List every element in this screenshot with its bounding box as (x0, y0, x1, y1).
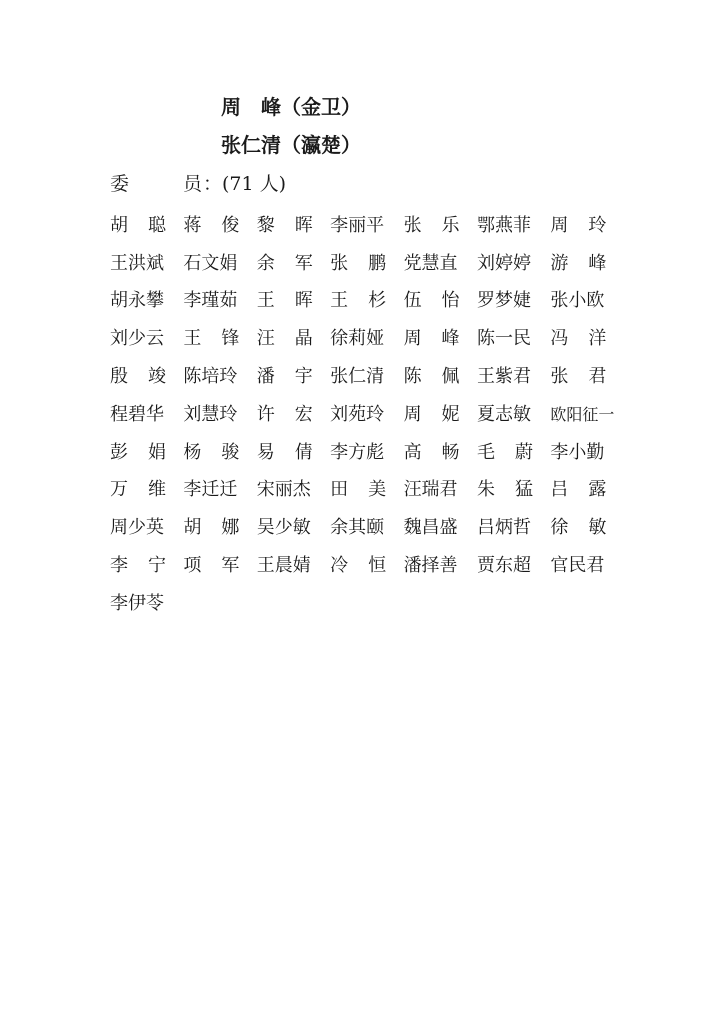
member-name: 殷竣 (110, 366, 186, 388)
member-row (110, 396, 620, 434)
member-name: 杨骏 (183, 441, 260, 463)
member-name: 吕露 (550, 479, 627, 501)
member-name: 黎晖 (256, 214, 333, 236)
member-name: 陈一民 (476, 328, 531, 350)
committee-count: ：(71 人) (203, 173, 287, 195)
member-name: 汪瑞君 (403, 479, 458, 501)
member-name: 胡聪 (110, 214, 186, 236)
member-name: 魏昌盛 (403, 517, 458, 539)
leader-name-2: 张仁清（瀛楚） (221, 133, 361, 157)
member-name: 徐敏 (550, 517, 627, 539)
member-row (110, 434, 620, 472)
member-name: 石文娟 (183, 252, 238, 274)
member-name: 余其颐 (330, 517, 385, 539)
member-name: 潘择善 (403, 555, 458, 577)
member-name: 高畅 (403, 441, 480, 463)
member-name: 李丽平 (330, 214, 385, 236)
member-name: 党慧直 (403, 252, 458, 274)
member-name: 田美 (330, 479, 407, 501)
member-name: 周妮 (403, 403, 480, 425)
committee-label-part-2: 员 (183, 173, 203, 195)
member-name: 游峰 (550, 252, 627, 274)
member-name: 李瑾茹 (183, 290, 238, 312)
member-name: 鄂燕菲 (476, 214, 531, 236)
member-name: 王晖 (256, 290, 333, 312)
member-name: 张小欧 (550, 290, 605, 312)
member-name: 王晨婧 (256, 555, 311, 577)
member-name: 吕炳哲 (476, 517, 531, 539)
member-name: 贾东超 (476, 555, 531, 577)
member-row (110, 547, 620, 585)
member-name: 项军 (183, 555, 260, 577)
member-name: 周少英 (110, 517, 164, 539)
member-name: 李方彪 (330, 441, 385, 463)
member-name: 李小勤 (550, 441, 605, 463)
member-row (110, 585, 620, 623)
member-name: 李伊苓 (110, 592, 164, 614)
member-name: 万维 (110, 479, 186, 501)
member-name: 罗梦婕 (476, 290, 531, 312)
member-name: 王紫君 (476, 366, 531, 388)
committee-label-part-1: 委 (110, 173, 130, 195)
member-name: 欧阳征一 (550, 404, 615, 424)
member-name: 徐莉娅 (330, 328, 385, 350)
member-name: 彭娟 (110, 441, 186, 463)
member-name: 张鹏 (330, 252, 407, 274)
member-name: 王洪斌 (110, 252, 164, 274)
member-name: 许宏 (256, 403, 333, 425)
member-name: 夏志敏 (476, 403, 531, 425)
member-row (110, 207, 627, 245)
member-name: 毛蔚 (476, 441, 553, 463)
member-name: 王杉 (330, 290, 407, 312)
member-name: 刘慧玲 (183, 403, 238, 425)
leader-name-1: 周 峰（金卫） (221, 95, 361, 119)
member-name: 张仁清 (330, 366, 385, 388)
member-name: 吴少敏 (256, 517, 311, 539)
member-row (110, 283, 620, 321)
member-name: 陈培玲 (183, 366, 238, 388)
member-name: 李迁迁 (183, 479, 238, 501)
member-name: 周玲 (550, 214, 627, 236)
member-name: 蒋俊 (183, 214, 260, 236)
member-name: 张君 (550, 366, 627, 388)
member-name: 宋丽杰 (256, 479, 311, 501)
member-name: 王锋 (183, 328, 260, 350)
member-name: 易倩 (256, 441, 333, 463)
member-name: 周峰 (403, 328, 480, 350)
member-name: 冯洋 (550, 328, 627, 350)
member-name: 程碧华 (110, 403, 164, 425)
member-name: 陈佩 (403, 366, 480, 388)
member-name: 胡娜 (183, 517, 260, 539)
member-row (110, 358, 627, 396)
member-name: 李宁 (110, 555, 186, 577)
member-name: 朱猛 (476, 479, 553, 501)
member-name: 张乐 (403, 214, 480, 236)
member-name: 汪晶 (256, 328, 333, 350)
member-name: 余军 (256, 252, 333, 274)
member-name: 胡永攀 (110, 290, 164, 312)
member-name: 伍怡 (403, 290, 480, 312)
member-name-grid (110, 207, 627, 623)
member-name: 官民君 (550, 555, 605, 577)
member-name: 潘宇 (256, 366, 333, 388)
member-row (110, 509, 627, 547)
member-name: 刘少云 (110, 328, 164, 350)
member-name: 刘苑玲 (330, 403, 385, 425)
member-row (110, 245, 627, 283)
member-row (110, 320, 627, 358)
member-row (110, 472, 627, 510)
member-name: 刘婷婷 (476, 252, 531, 274)
member-name: 冷恒 (330, 555, 407, 577)
